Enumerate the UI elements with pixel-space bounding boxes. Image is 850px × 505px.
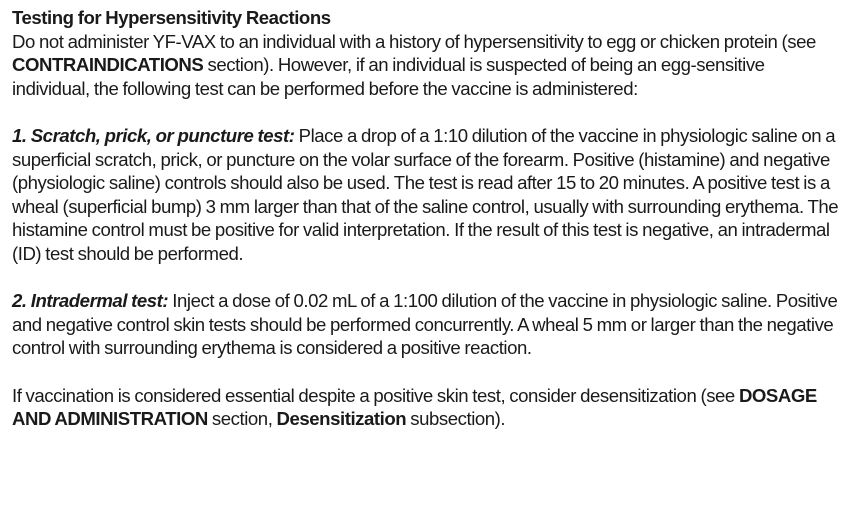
scratch-test-heading: 1. Scratch, prick, or puncture test:	[12, 124, 295, 146]
intro-paragraph	[12, 30, 842, 101]
intro-text-1: Do not administer YF-VAX to an individual with a history of hypersensitivity to egg or chicken protein (see	[12, 30, 816, 52]
intradermal-test-heading: 2. Intradermal test:	[12, 290, 169, 312]
intradermal-test-body: Inject a dose of 0.02 mL of a 1:100 dilution of the vaccine in physiologic saline. Positive and negative control skin tests should be performed concurrently. A wheal 5 mm or larger than the negative control with surrounding erythema is considered a positive reaction.	[12, 290, 838, 359]
intro-text-2: section). However, if an individual is suspected of being an egg-sensitive individual, the following test can be performed before the vaccine is administered:	[12, 54, 765, 99]
scratch-test-paragraph	[12, 124, 842, 266]
scratch-test-body: Place a drop of a 1:10 dilution of the vaccine in physiologic saline on a superficial scratch, prick, or puncture on the volar surface of the forearm. Positive (histamine) and negative (physiologic saline) controls should also be used. The test is read after 15 to 20 minutes. A positive test is a wheal (superficial bump) 3 mm larger than that of the saline control, usually with surrounding erythema. The histamine control must be positive for valid interpretation. If the result of this test is negative, an intradermal (ID) test should be performed.	[12, 124, 839, 264]
closing-text-1: If vaccination is considered essential despite a positive skin test, consider desensitization (see	[12, 384, 739, 406]
closing-text-3: subsection).	[406, 408, 506, 430]
contraindications-reference: CONTRAINDICATIONS	[12, 54, 204, 76]
closing-paragraph	[12, 384, 842, 431]
intradermal-test-paragraph	[12, 289, 842, 360]
desensitization-reference: Desensitization	[276, 408, 407, 430]
closing-text-2: section,	[207, 408, 277, 430]
dosage-administration-reference: DOSAGE AND ADMINISTRATION	[12, 384, 817, 430]
section-title: Testing for Hypersensitivity Reactions	[12, 7, 331, 28]
